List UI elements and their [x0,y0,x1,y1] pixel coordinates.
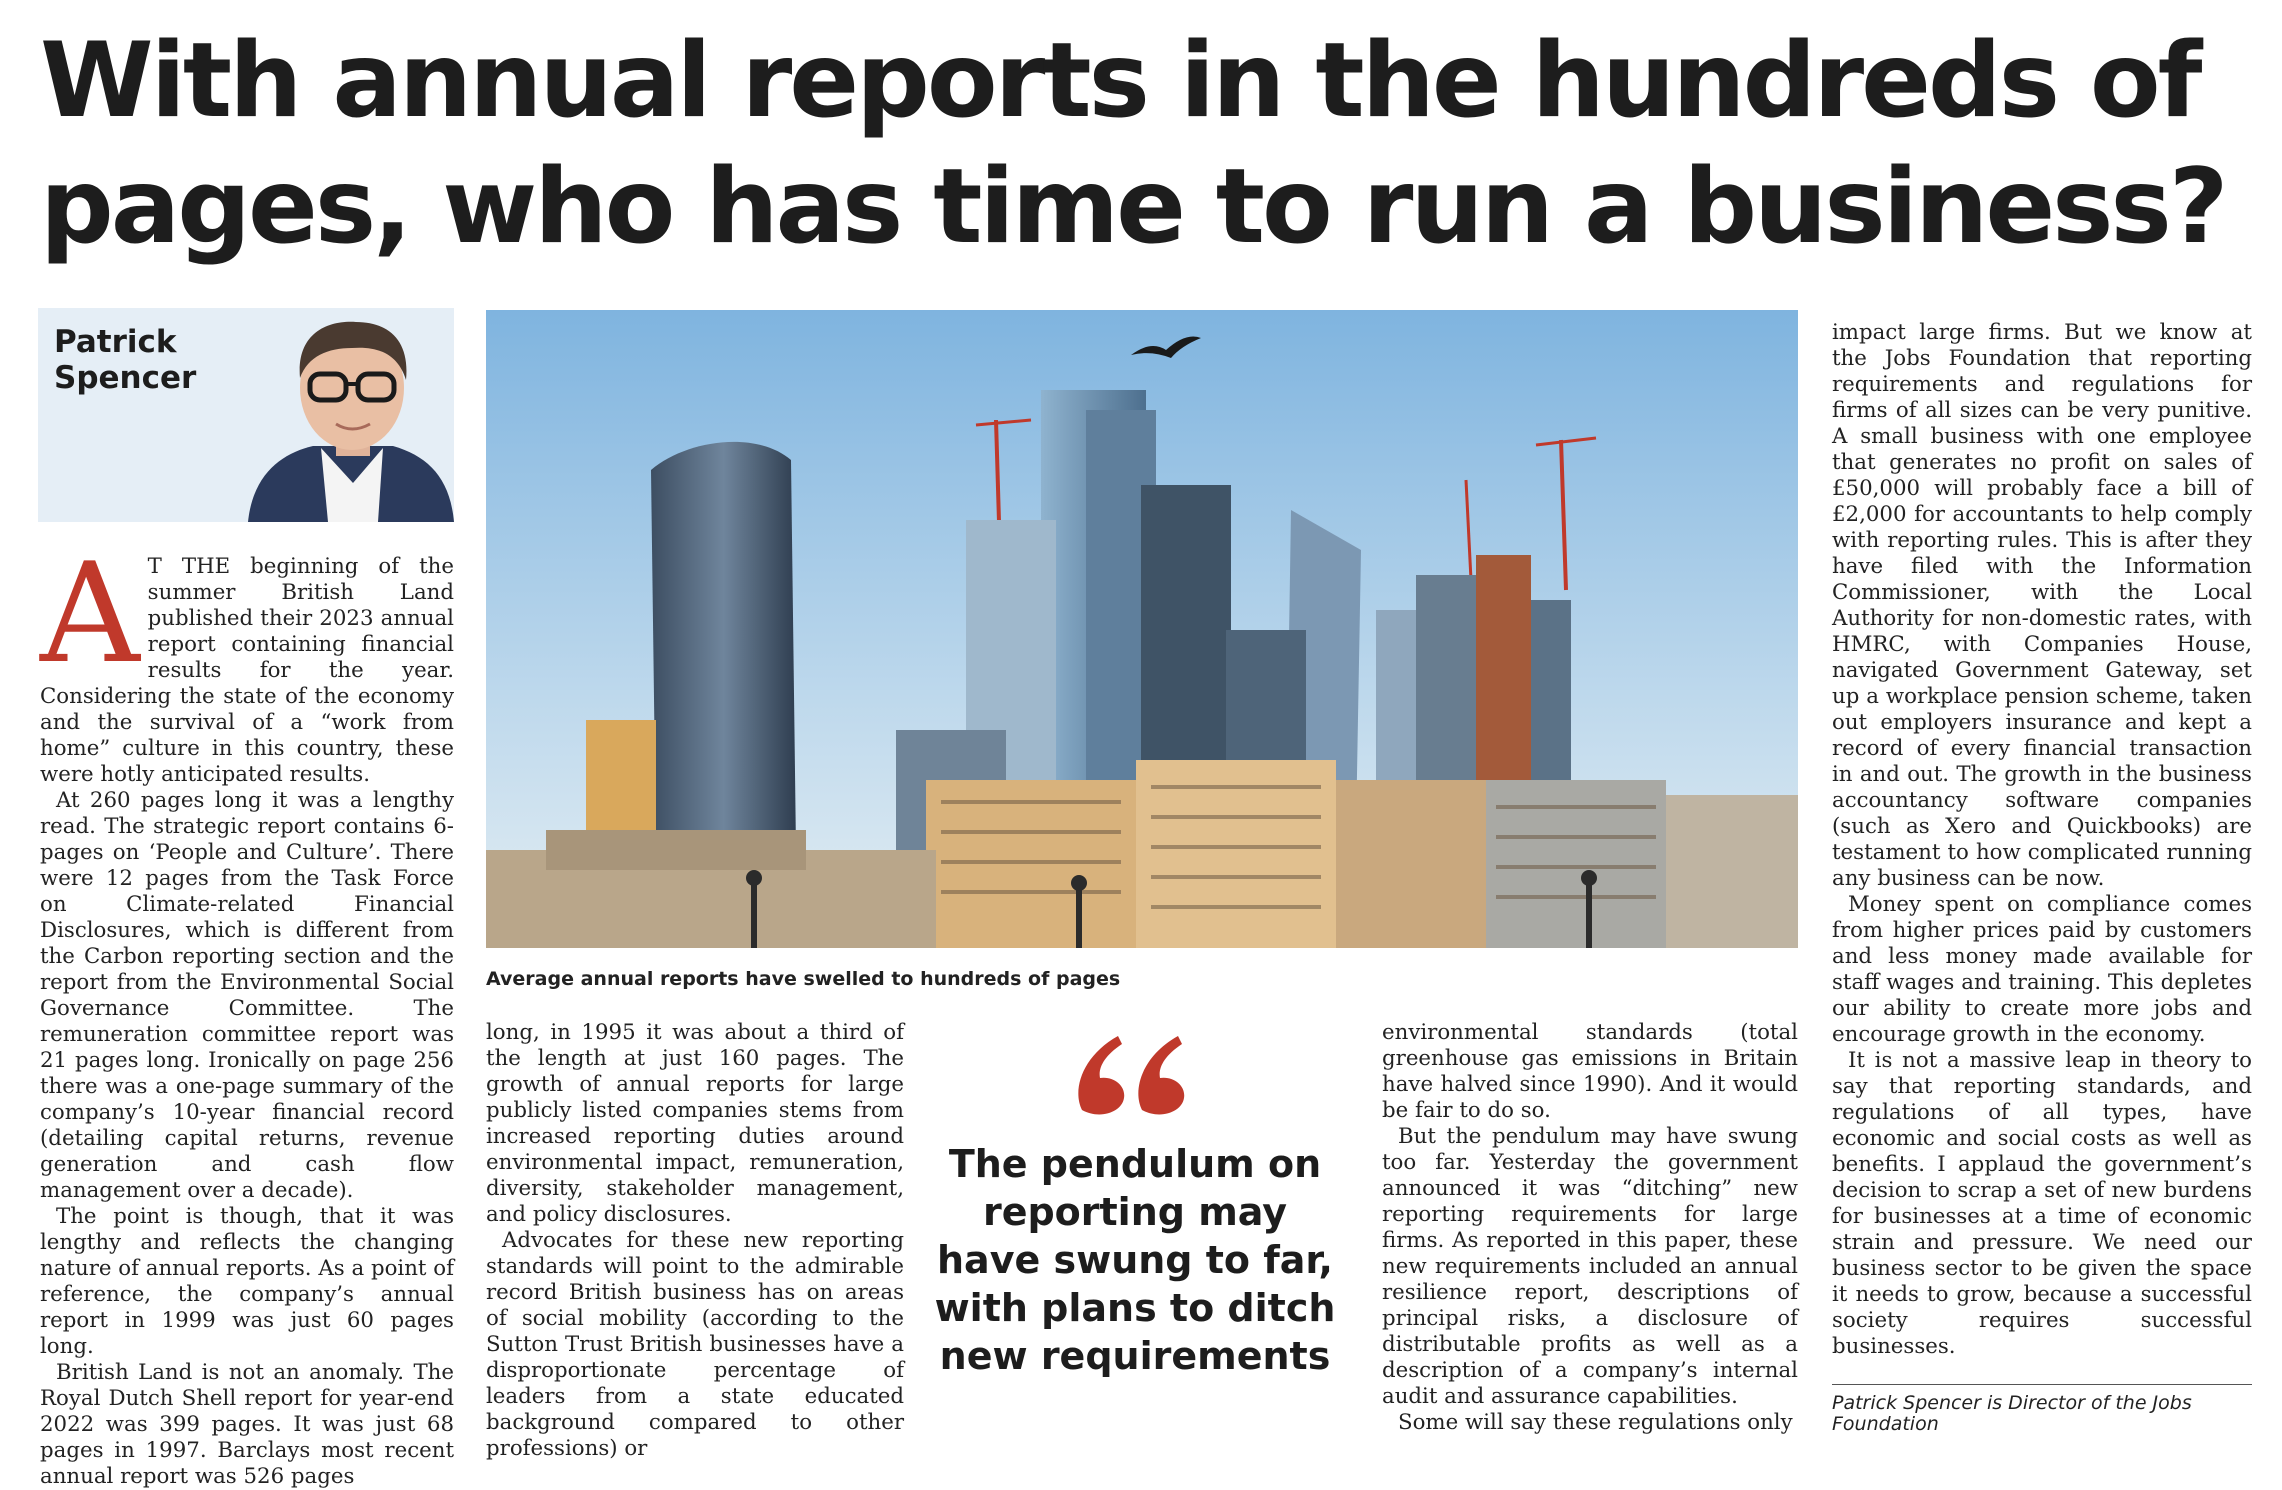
paragraph-11: Money spent on compliance comes from higher prices paid by customers and less money made available for staff wages and training. This depletes our ability to create more jobs and encourage growth in the economy. [1832,892,2252,1047]
author-signature: Patrick Spencer is Director of the Jobs Foundation [1832,1384,2252,1435]
author-byline [38,308,454,522]
paragraph-9: Some will say these regulations only [1398,1410,1793,1435]
photo-caption: Average annual reports have swelled to hundreds of pages [486,968,1121,990]
column-5 [1832,320,2252,1360]
quote-mark-icon [1074,1030,1194,1120]
column-2 [486,1020,904,1462]
paragraph-7: environmental standards (total greenhouse gas emissions in Britain have halved since 1990). And it would be fair to do so. [1382,1020,1798,1123]
column-4 [1382,1020,1798,1436]
headline-line-2: pages, who has time to run a business? [40,147,2226,267]
paragraph-8: But the pendulum may have swung too far. Yesterday the government announced it was “ditching” new reporting requirements for large firms. As reported in this paper, these new requirements included an annual resilience report, descriptions of principal risks, a disclosure of distributable profits as well as a description of a company’s internal audit and assurance capabilities. [1382,1124,1798,1409]
author-last-name: Spencer [54,360,197,396]
paragraph-4: British Land is not an anomaly. The Royal Dutch Shell report for year-end 2022 was 399 pages. It was just 68 pages in 1997. Barclays most recent annual report was 526 pages [40,1360,454,1489]
author-portrait [38,308,454,522]
drop-cap: A [40,533,140,694]
paragraph-6: Advocates for these new reporting standards will point to the admirable record British business has on areas of social mobility (according to the Sutton Trust British businesses have a disproportionate percentage of leaders from a state educated background compared to other professions) or [486,1228,904,1461]
column-1 [40,533,454,1490]
paragraph-10: impact large firms. But we know at the Jobs Foundation that reporting requirements and regulations for firms of all sizes can be very punitive. A small business with one employee that generates no profit on sales of £50,000 will probably face a bill of £2,000 for accountants to help comply with reporting rules. This is after they have filed with the Information Commissioner, with the Local Authority for non-domestic rates, with HMRC, with Companies House, navigated Government Gateway, set up a workplace pension scheme, taken out employers insurance and kept a record of every financial transaction in and out. The growth in the business accountancy software companies (such as Xero and Quickbooks) are testament to how complicated running any business can be now. [1832,320,2252,891]
headline [40,18,2260,270]
city-skyline-photo [486,310,1798,948]
paragraph-3: The point is though, that it was lengthy and reflects the changing nature of annual reports. As a point of reference, the company’s annual report in 1999 was just 60 pages long. [40,1204,454,1359]
paragraph-12: It is not a massive leap in theory to say that reporting standards, and regulations of all types, have economic and social costs as well as benefits. I applaud the government’s decision to scrap a set of new burdens for businesses at a time of economic strain and pressure. We need our business sector to be given the space it needs to grow, because a successful society requires successful businesses. [1832,1048,2252,1359]
pull-quote: The pendulum on reporting may have swung to far, with plans to ditch new requirements [934,1142,1336,1378]
headline-line-1: With annual reports in the hundreds of [40,21,2200,141]
author-first-name: Patrick [54,324,177,360]
paragraph-2: At 260 pages long it was a lengthy read. The strategic report contains 6-pages on ‘People and Culture’. There were 12 pages from the Task Force on Climate-related Financial Disclosures, which is different from the Carbon reporting section and the report from the Environmental Social Governance Committee. The remuneration committee report was 21 pages long. Ironically on page 256 there was a one-page summary of the company’s 10-year financial record (detailing capital returns, revenue generation and cash flow management over a decade). [40,788,454,1203]
paragraph-1: A T THE beginning of the summer British Land published their 2023 annual report containing financial results for the year. Considering the state of the economy and the survival of a “work from home” culture in this country, these were hotly anticipated results. [40,533,454,787]
paragraph-5: long, in 1995 it was about a third of the length at just 160 pages. The growth of annual reports for large publicly listed companies stems from increased reporting duties around environmental impact, remuneration, diversity, stakeholder management, and policy disclosures. [486,1020,904,1227]
